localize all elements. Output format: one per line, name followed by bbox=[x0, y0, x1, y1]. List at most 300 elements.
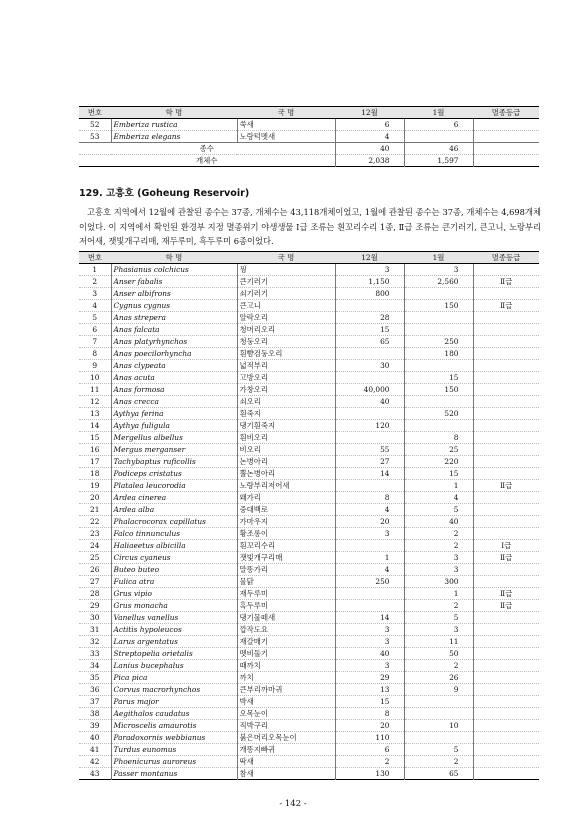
cell-grade bbox=[473, 624, 539, 636]
cell-no: 36 bbox=[90, 685, 100, 694]
cell-grade: Ⅱ급 bbox=[473, 300, 539, 312]
cell-grade bbox=[473, 396, 539, 408]
cell-scientific-name: Ardea alba bbox=[111, 504, 237, 516]
cell-grade bbox=[473, 420, 539, 432]
cell-no: 43 bbox=[90, 769, 100, 778]
cell-december: 15 bbox=[335, 696, 404, 708]
cell-korean-name: 흰뺨검둥오리 bbox=[237, 348, 335, 360]
cell-december: 40 bbox=[335, 648, 404, 660]
cell-scientific-name: Anas acuta bbox=[111, 372, 237, 384]
cell-korean-name: 청머리오리 bbox=[237, 324, 335, 336]
cell-grade bbox=[473, 744, 539, 756]
cell-no: 1 bbox=[92, 265, 98, 274]
cell-scientific-name: Circus cyaneus bbox=[111, 552, 237, 564]
cell-december: 15 bbox=[335, 324, 404, 336]
cell-december: 4 bbox=[335, 504, 404, 516]
cell-korean-name: 뿔논병아리 bbox=[237, 468, 335, 480]
cell-korean-name: 재갈매기 bbox=[237, 636, 335, 648]
cell-korean-name: 재두루미 bbox=[237, 588, 335, 600]
cell-january: 1 bbox=[404, 588, 473, 600]
cell-december bbox=[335, 588, 404, 600]
cell-grade: Ⅱ급 bbox=[473, 600, 539, 612]
table-continuation-body bbox=[79, 119, 539, 167]
cell-grade bbox=[473, 528, 539, 540]
cell-grade bbox=[473, 660, 539, 672]
table-header-row bbox=[79, 252, 539, 264]
species-count-label: 종수 bbox=[79, 143, 335, 155]
cell-january bbox=[404, 131, 473, 143]
cell-scientific-name: Anas crecca bbox=[111, 396, 237, 408]
cell-scientific-name: Anas formosa bbox=[111, 384, 237, 396]
cell-korean-name: 흑두루미 bbox=[237, 600, 335, 612]
cell-december bbox=[335, 432, 404, 444]
table-row bbox=[79, 336, 539, 348]
cell-december: 6 bbox=[335, 744, 404, 756]
cell-january bbox=[404, 312, 473, 324]
cell-january: 11 bbox=[404, 636, 473, 648]
table-row bbox=[79, 264, 539, 276]
cell-no: 42 bbox=[90, 757, 100, 766]
cell-scientific-name: Anas strepera bbox=[111, 312, 237, 324]
cell-scientific-name: Parus major bbox=[111, 696, 237, 708]
table-row bbox=[79, 768, 539, 780]
cell-january: 40 bbox=[404, 516, 473, 528]
cell-scientific-name: Phasianus colchicus bbox=[111, 264, 237, 276]
table-row bbox=[79, 492, 539, 504]
cell-january bbox=[404, 396, 473, 408]
table-row bbox=[79, 131, 539, 143]
cell-january: 3 bbox=[404, 564, 473, 576]
cell-scientific-name: Grus vipio bbox=[111, 588, 237, 600]
cell-january: 2 bbox=[404, 756, 473, 768]
table-row bbox=[79, 540, 539, 552]
species-table-body bbox=[79, 264, 539, 780]
cell-january: 3 bbox=[404, 552, 473, 564]
cell-january bbox=[404, 696, 473, 708]
cell-no: 13 bbox=[90, 409, 100, 418]
header-jan: 1월 bbox=[404, 107, 473, 119]
cell-no: 39 bbox=[90, 721, 100, 730]
cell-december: 55 bbox=[335, 444, 404, 456]
cell-korean-name: 때까치 bbox=[237, 660, 335, 672]
cell-no: 22 bbox=[90, 517, 100, 526]
cell-korean-name: 알락오리 bbox=[237, 312, 335, 324]
cell-no: 23 bbox=[90, 529, 100, 538]
cell-no: 12 bbox=[90, 397, 100, 406]
cell-january: 2 bbox=[404, 600, 473, 612]
cell-december bbox=[335, 300, 404, 312]
cell-scientific-name: Pica pica bbox=[111, 672, 237, 684]
cell-no: 53 bbox=[90, 132, 100, 141]
table-row bbox=[79, 288, 539, 300]
cell-december bbox=[335, 348, 404, 360]
header-no: 번호 bbox=[79, 107, 111, 119]
cell-no: 6 bbox=[92, 325, 98, 334]
table-row bbox=[79, 456, 539, 468]
cell-scientific-name: Aythya fuligula bbox=[111, 420, 237, 432]
species-count-row bbox=[79, 143, 539, 155]
cell-no: 25 bbox=[90, 553, 100, 562]
cell-grade bbox=[473, 708, 539, 720]
cell-january: 4 bbox=[404, 492, 473, 504]
cell-january bbox=[404, 420, 473, 432]
cell-no: 17 bbox=[90, 457, 100, 466]
cell-grade: Ⅱ급 bbox=[473, 588, 539, 600]
cell-december: 6 bbox=[335, 119, 404, 131]
cell-december bbox=[335, 480, 404, 492]
cell-scientific-name: Falco tinnunculus bbox=[111, 528, 237, 540]
table-row bbox=[79, 432, 539, 444]
cell-scientific-name: Platalea leucorodia bbox=[111, 480, 237, 492]
page-number: - 142 - bbox=[279, 799, 307, 809]
cell-december: 130 bbox=[335, 768, 404, 780]
cell-scientific-name: Phoenicurus auroreus bbox=[111, 756, 237, 768]
cell-january: 65 bbox=[404, 768, 473, 780]
cell-no: 14 bbox=[90, 421, 100, 430]
cell-grade bbox=[473, 348, 539, 360]
cell-korean-name: 잿빛개구리매 bbox=[237, 552, 335, 564]
cell-december: 30 bbox=[335, 360, 404, 372]
cell-no: 8 bbox=[92, 349, 98, 358]
table-row bbox=[79, 444, 539, 456]
cell-scientific-name: Buteo buteo bbox=[111, 564, 237, 576]
cell-scientific-name: Anas clypeata bbox=[111, 360, 237, 372]
cell-january: 15 bbox=[404, 468, 473, 480]
cell-no: 34 bbox=[90, 661, 100, 670]
cell-grade bbox=[473, 288, 539, 300]
table-row bbox=[79, 612, 539, 624]
cell-no: 31 bbox=[90, 625, 100, 634]
cell-korean-name: 쇠오리 bbox=[237, 396, 335, 408]
cell-scientific-name: Larus argentatus bbox=[111, 636, 237, 648]
cell-no: 19 bbox=[90, 481, 100, 490]
cell-grade bbox=[473, 336, 539, 348]
table-row bbox=[79, 732, 539, 744]
cell-january: 250 bbox=[404, 336, 473, 348]
table-row bbox=[79, 696, 539, 708]
cell-no: 15 bbox=[90, 433, 100, 442]
cell-no: 3 bbox=[92, 289, 98, 298]
header-dec: 12월 bbox=[335, 252, 404, 264]
cell-grade bbox=[473, 408, 539, 420]
cell-january bbox=[404, 360, 473, 372]
cell-korean-name: 말똥가리 bbox=[237, 564, 335, 576]
cell-grade bbox=[473, 119, 539, 131]
cell-korean-name: 오목눈이 bbox=[237, 708, 335, 720]
cell-korean-name: 노랑턱멧새 bbox=[237, 131, 335, 143]
cell-no: 29 bbox=[90, 601, 100, 610]
cell-no: 37 bbox=[90, 697, 100, 706]
cell-korean-name: 까치 bbox=[237, 672, 335, 684]
cell-grade bbox=[473, 324, 539, 336]
cell-scientific-name: Phalacrocorax capillatus bbox=[111, 516, 237, 528]
cell-no: 28 bbox=[90, 589, 100, 598]
table-row bbox=[79, 600, 539, 612]
cell-korean-name: 큰기러기 bbox=[237, 276, 335, 288]
cell-korean-name: 쑥새 bbox=[237, 119, 335, 131]
cell-december: 4 bbox=[335, 564, 404, 576]
table-row bbox=[79, 636, 539, 648]
cell-grade bbox=[473, 720, 539, 732]
cell-scientific-name: Haliaeetus albicilla bbox=[111, 540, 237, 552]
cell-december: 14 bbox=[335, 612, 404, 624]
species-table bbox=[79, 251, 539, 780]
cell-grade bbox=[473, 672, 539, 684]
cell-scientific-name: Podiceps cristatus bbox=[111, 468, 237, 480]
table-row bbox=[79, 408, 539, 420]
cell-no: 40 bbox=[90, 733, 100, 742]
cell-grade: Ⅱ급 bbox=[473, 276, 539, 288]
table-row bbox=[79, 648, 539, 660]
cell-january: 3 bbox=[404, 264, 473, 276]
cell-grade bbox=[473, 492, 539, 504]
table-row bbox=[79, 396, 539, 408]
cell-korean-name: 청둥오리 bbox=[237, 336, 335, 348]
cell-no: 5 bbox=[92, 313, 98, 322]
table-row bbox=[79, 480, 539, 492]
table-continuation bbox=[79, 106, 539, 167]
cell-december: 13 bbox=[335, 684, 404, 696]
cell-no: 24 bbox=[90, 541, 100, 550]
cell-scientific-name: Fulica atra bbox=[111, 576, 237, 588]
cell-scientific-name: Passer montanus bbox=[111, 768, 237, 780]
cell-korean-name: 흰비오리 bbox=[237, 432, 335, 444]
cell-korean-name: 댕기흰죽지 bbox=[237, 420, 335, 432]
cell-scientific-name: Anser fabalis bbox=[111, 276, 237, 288]
cell-korean-name: 비오리 bbox=[237, 444, 335, 456]
cell-december: 40 bbox=[335, 396, 404, 408]
table-row bbox=[79, 588, 539, 600]
cell-december: 14 bbox=[335, 468, 404, 480]
cell-january: 6 bbox=[404, 119, 473, 131]
cell-january: 300 bbox=[404, 576, 473, 588]
cell-january: 180 bbox=[404, 348, 473, 360]
cell-grade: Ⅱ급 bbox=[473, 552, 539, 564]
cell-korean-name: 넓적부리 bbox=[237, 360, 335, 372]
cell-scientific-name: Emberiza elegans bbox=[111, 131, 237, 143]
cell-scientific-name: Anser albifrons bbox=[111, 288, 237, 300]
cell-korean-name: 꿩 bbox=[237, 264, 335, 276]
cell-scientific-name: Tachybaptus ruficollis bbox=[111, 456, 237, 468]
cell-no: 18 bbox=[90, 469, 100, 478]
cell-december: 27 bbox=[335, 456, 404, 468]
table-row bbox=[79, 468, 539, 480]
section-body: 고흥호 지역에서 12월에 관찰된 종수는 37종, 개체수는 43,118개체이었고, 1월에 관찰된 종수는 37종, 개체수는 4,698개체이었다. 이 지역에서 확인된 환경부 지정 멸종위기 야생생물 Ⅰ급 조류는 흰꼬리수리 1종, Ⅱ급 조류는 큰기러기, 큰고니, 노랑부리저어새, 잿빛개구리매, 재두루미, 흑두루미 6종이었다. bbox=[79, 207, 541, 246]
header-kr: 국 명 bbox=[237, 252, 335, 264]
cell-january: 150 bbox=[404, 300, 473, 312]
cell-january: 2 bbox=[404, 528, 473, 540]
cell-december bbox=[335, 408, 404, 420]
cell-korean-name: 쇠기러기 bbox=[237, 288, 335, 300]
cell-grade bbox=[473, 456, 539, 468]
cell-december: 28 bbox=[335, 312, 404, 324]
cell-no: 21 bbox=[90, 505, 100, 514]
cell-korean-name: 큰고니 bbox=[237, 300, 335, 312]
cell-grade bbox=[473, 504, 539, 516]
cell-no: 33 bbox=[90, 649, 100, 658]
cell-grade: Ⅱ급 bbox=[473, 480, 539, 492]
cell-grade bbox=[473, 768, 539, 780]
cell-december: 120 bbox=[335, 420, 404, 432]
cell-no: 35 bbox=[90, 673, 100, 682]
cell-january: 9 bbox=[404, 684, 473, 696]
cell-no: 16 bbox=[90, 445, 100, 454]
cell-no: 10 bbox=[90, 373, 100, 382]
cell-korean-name: 가창오리 bbox=[237, 384, 335, 396]
cell-scientific-name: Lanius bucephalus bbox=[111, 660, 237, 672]
cell-korean-name: 노랑부리저어새 bbox=[237, 480, 335, 492]
table-row bbox=[79, 372, 539, 384]
cell-no: 2 bbox=[92, 277, 98, 286]
cell-december: 8 bbox=[335, 492, 404, 504]
cell-grade bbox=[473, 444, 539, 456]
cell-december bbox=[335, 540, 404, 552]
individual-count-jan: 1,597 bbox=[404, 155, 473, 167]
cell-korean-name: 붉은머리오목눈이 bbox=[237, 732, 335, 744]
section-title: 129. 고흥호 (Goheung Reservoir) bbox=[79, 188, 250, 199]
cell-korean-name: 참새 bbox=[237, 768, 335, 780]
cell-no: 32 bbox=[90, 637, 100, 646]
cell-grade bbox=[473, 312, 539, 324]
table-row bbox=[79, 528, 539, 540]
cell-grade bbox=[473, 576, 539, 588]
table-row bbox=[79, 744, 539, 756]
individual-count-dec: 2,038 bbox=[335, 155, 404, 167]
cell-december: 3 bbox=[335, 660, 404, 672]
cell-december bbox=[335, 600, 404, 612]
cell-grade bbox=[473, 684, 539, 696]
cell-december: 3 bbox=[335, 528, 404, 540]
cell-no: 11 bbox=[90, 385, 100, 394]
individual-count-label: 개체수 bbox=[196, 156, 218, 165]
cell-korean-name: 직박구리 bbox=[237, 720, 335, 732]
cell-grade bbox=[473, 264, 539, 276]
cell-scientific-name: Actitis hypoleucos bbox=[111, 624, 237, 636]
cell-december: 20 bbox=[335, 516, 404, 528]
cell-december: 3 bbox=[335, 624, 404, 636]
cell-grade bbox=[473, 384, 539, 396]
cell-january: 150 bbox=[404, 384, 473, 396]
cell-scientific-name: Anas falcata bbox=[111, 324, 237, 336]
cell-january: 520 bbox=[404, 408, 473, 420]
table-row bbox=[79, 756, 539, 768]
cell-scientific-name: Paradoxornis webbianus bbox=[111, 732, 237, 744]
species-count-jan: 46 bbox=[404, 143, 473, 155]
cell-grade bbox=[473, 360, 539, 372]
cell-no: 7 bbox=[92, 337, 98, 346]
cell-december: 8 bbox=[335, 708, 404, 720]
cell-january: 5 bbox=[404, 744, 473, 756]
cell-january: 1 bbox=[404, 480, 473, 492]
cell-scientific-name: Emberiza rustica bbox=[111, 119, 237, 131]
header-sci: 학 명 bbox=[111, 107, 237, 119]
cell-december: 40,000 bbox=[335, 384, 404, 396]
cell-december: 110 bbox=[335, 732, 404, 744]
cell-korean-name: 중대백로 bbox=[237, 504, 335, 516]
cell-grade bbox=[473, 372, 539, 384]
table-row bbox=[79, 504, 539, 516]
cell-korean-name: 멧비둘기 bbox=[237, 648, 335, 660]
cell-grade: Ⅰ급 bbox=[473, 540, 539, 552]
cell-january: 5 bbox=[404, 612, 473, 624]
header-no: 번호 bbox=[79, 252, 111, 264]
cell-scientific-name: Ardea cinerea bbox=[111, 492, 237, 504]
cell-december: 65 bbox=[335, 336, 404, 348]
cell-grade bbox=[473, 516, 539, 528]
cell-grade bbox=[473, 432, 539, 444]
cell-january: 15 bbox=[404, 372, 473, 384]
cell-january: 2 bbox=[404, 660, 473, 672]
cell-january: 5 bbox=[404, 504, 473, 516]
cell-scientific-name: Streptopelia orietalis bbox=[111, 648, 237, 660]
table-row bbox=[79, 360, 539, 372]
cell-january: 26 bbox=[404, 672, 473, 684]
cell-no: 20 bbox=[90, 493, 100, 502]
cell-december: 3 bbox=[335, 636, 404, 648]
cell-january bbox=[404, 708, 473, 720]
table-row bbox=[79, 552, 539, 564]
cell-december: 1,150 bbox=[335, 276, 404, 288]
table-row bbox=[79, 720, 539, 732]
cell-december: 800 bbox=[335, 288, 404, 300]
cell-grade bbox=[473, 131, 539, 143]
cell-korean-name: 논병아리 bbox=[237, 456, 335, 468]
cell-korean-name: 고방오리 bbox=[237, 372, 335, 384]
cell-korean-name: 개똥지빠귀 bbox=[237, 744, 335, 756]
cell-grade bbox=[473, 648, 539, 660]
header-dec: 12월 bbox=[335, 107, 404, 119]
cell-january bbox=[404, 324, 473, 336]
cell-no: 27 bbox=[90, 577, 100, 586]
cell-korean-name: 댕기물떼새 bbox=[237, 612, 335, 624]
header-grade: 멸종등급 bbox=[473, 252, 539, 264]
cell-grade bbox=[473, 612, 539, 624]
cell-grade bbox=[473, 564, 539, 576]
table-header-row bbox=[79, 107, 539, 119]
cell-january bbox=[404, 732, 473, 744]
table-row bbox=[79, 312, 539, 324]
cell-no: 38 bbox=[90, 709, 100, 718]
table-row bbox=[79, 516, 539, 528]
cell-december: 20 bbox=[335, 720, 404, 732]
table-row bbox=[79, 384, 539, 396]
cell-korean-name: 물닭 bbox=[237, 576, 335, 588]
table-row bbox=[79, 420, 539, 432]
cell-january: 8 bbox=[404, 432, 473, 444]
cell-december: 29 bbox=[335, 672, 404, 684]
table-row bbox=[79, 624, 539, 636]
header-sci: 학 명 bbox=[111, 252, 237, 264]
cell-january: 220 bbox=[404, 456, 473, 468]
table-row bbox=[79, 300, 539, 312]
cell-january: 3 bbox=[404, 624, 473, 636]
cell-scientific-name: Mergus merganser bbox=[111, 444, 237, 456]
cell-scientific-name: Cygnus cygnus bbox=[111, 300, 237, 312]
cell-korean-name: 박새 bbox=[237, 696, 335, 708]
header-jan: 1월 bbox=[404, 252, 473, 264]
cell-scientific-name: Vanellus vanellus bbox=[111, 612, 237, 624]
cell-scientific-name: Aythya ferina bbox=[111, 408, 237, 420]
cell-no: 41 bbox=[90, 745, 100, 754]
cell-no: 4 bbox=[92, 301, 98, 310]
species-count-dec: 40 bbox=[335, 143, 404, 155]
cell-january: 2 bbox=[404, 540, 473, 552]
cell-grade bbox=[473, 636, 539, 648]
cell-scientific-name: Mergellus albellus bbox=[111, 432, 237, 444]
cell-korean-name: 황조롱이 bbox=[237, 528, 335, 540]
table-row bbox=[79, 708, 539, 720]
cell-korean-name: 흰꼬리수리 bbox=[237, 540, 335, 552]
